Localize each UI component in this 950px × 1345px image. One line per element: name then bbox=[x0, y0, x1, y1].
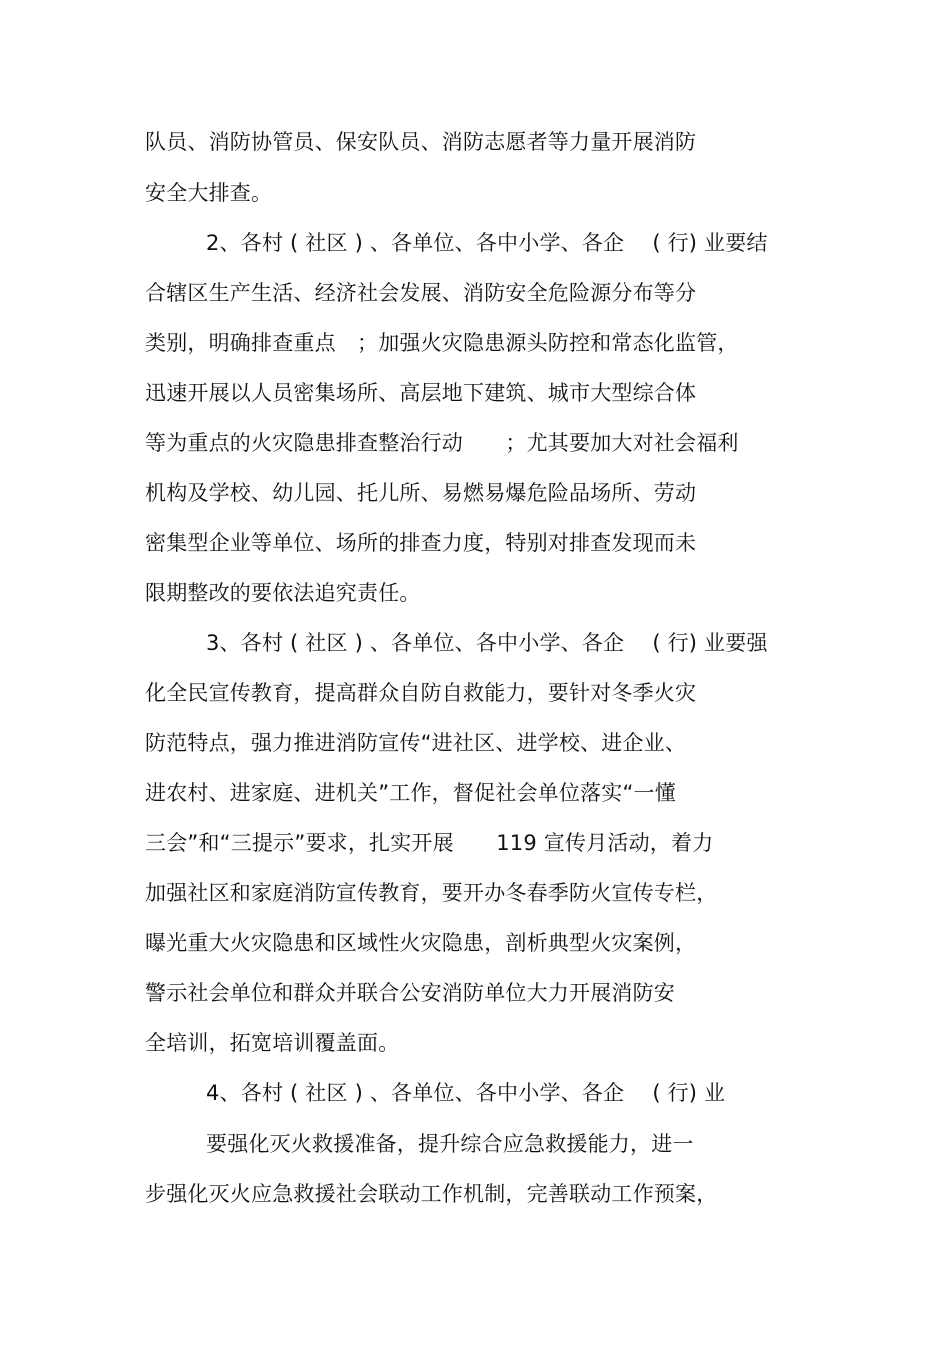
text-line: 加强社区和家庭消防宣传教育，要开办冬春季防火宣传专栏， bbox=[145, 881, 718, 905]
text-line: 密集型企业等单位、场所的排查力度，特别对排查发现而未 bbox=[145, 531, 697, 555]
text-line: 三会”和“三提示”要求，扎实开展 119 宣传月活动，着力 bbox=[145, 831, 714, 855]
text-line: 机构及学校、幼儿园、托儿所、易燃易爆危险品场所、劳动 bbox=[145, 481, 697, 505]
paragraph-4-start: 4、各村 ( 社区 ) 、各单位、各中小学、各企 ( 行) 业 bbox=[206, 1081, 726, 1105]
text-line: 类别，明确排查重点 ；加强火灾隐患源头防控和常态化监管， bbox=[145, 331, 739, 355]
text-line: 防范特点，强力推进消防宣传“进社区、进学校、进企业、 bbox=[145, 731, 687, 755]
text-line: 化全民宣传教育，提高群众自防自救能力，要针对冬季火灾 bbox=[145, 681, 697, 705]
paragraph-2-start: 2、各村 ( 社区 ) 、各单位、各中小学、各企 ( 行) 业要结 bbox=[206, 231, 768, 255]
paragraph-3-start: 3、各村 ( 社区 ) 、各单位、各中小学、各企 ( 行) 业要强 bbox=[206, 631, 768, 655]
text-line: 曝光重大火灾隐患和区域性火灾隐患，剖析典型火灾案例， bbox=[145, 931, 697, 955]
text-line: 进农村、进家庭、进机关”工作，督促社会单位落实“一懂 bbox=[145, 781, 676, 805]
text-line: 合辖区生产生活、经济社会发展、消防安全危险源分布等分 bbox=[145, 281, 697, 305]
text-line: 限期整改的要依法追究责任。 bbox=[145, 581, 421, 605]
text-line: 全培训，拓宽培训覆盖面。 bbox=[145, 1031, 400, 1055]
text-line: 迅速开展以人员密集场所、高层地下建筑、城市大型综合体 bbox=[145, 381, 697, 405]
text-line: 要强化灭火救援准备，提升综合应急救援能力，进一 bbox=[206, 1132, 694, 1156]
text-line: 警示社会单位和群众并联合公安消防单位大力开展消防安 bbox=[145, 981, 675, 1005]
text-line: 队员、消防协管员、保安队员、消防志愿者等力量开展消防 bbox=[145, 130, 697, 154]
text-line: 步强化灭火应急救援社会联动工作机制，完善联动工作预案， bbox=[145, 1182, 718, 1206]
text-line: 等为重点的火灾隐患排查整治行动 ；尤其要加大对社会福利 bbox=[145, 431, 739, 455]
text-line: 安全大排查。 bbox=[145, 181, 273, 205]
